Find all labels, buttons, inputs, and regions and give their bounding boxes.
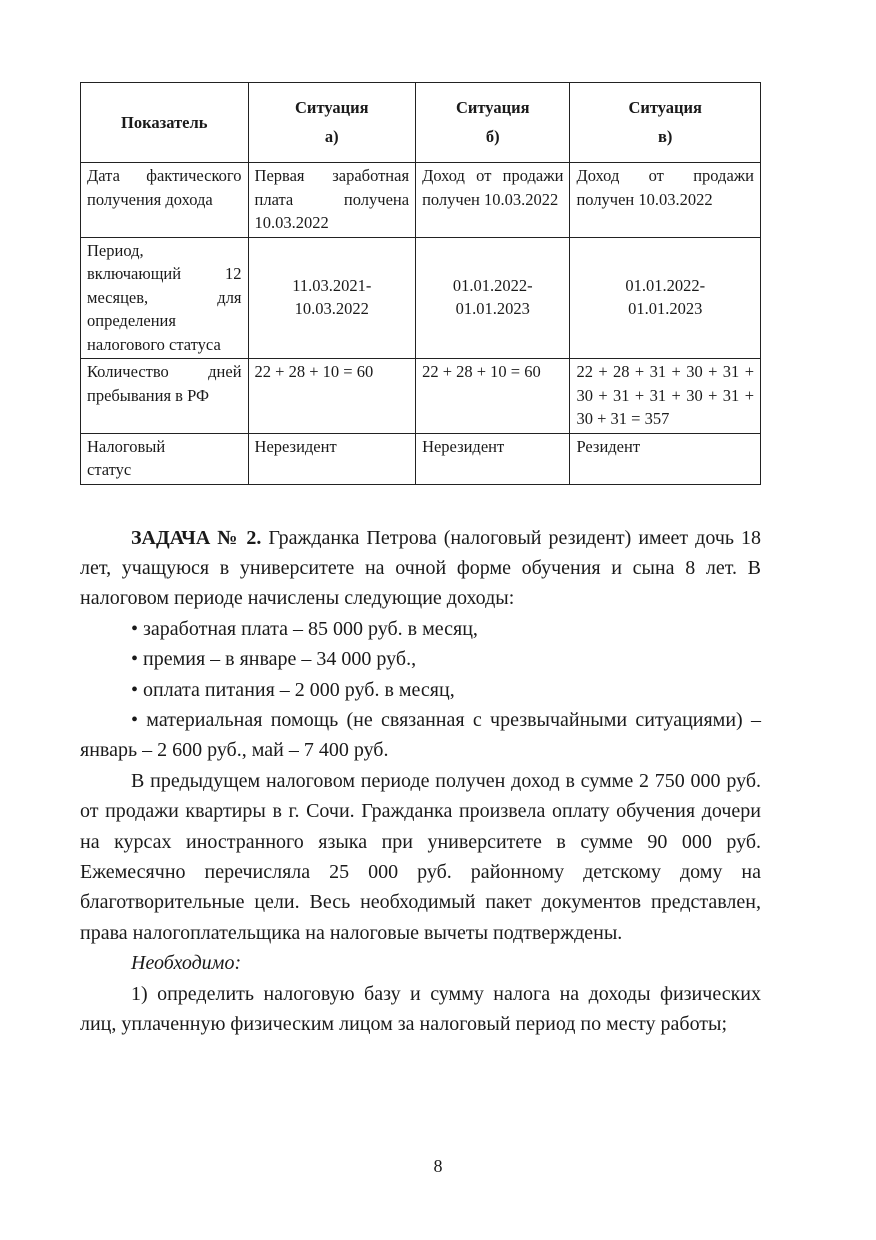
row-label: Дата фактического получения дохода [81, 163, 249, 238]
table-row [81, 163, 761, 238]
cell-situation-b: 01.01.2022- 01.01.2023 [416, 237, 570, 359]
row-label: Налоговый статус [81, 433, 249, 484]
cell-situation-c: Резидент [570, 433, 761, 484]
header-indicator: Показатель [81, 83, 249, 163]
cell-situation-b: 22 + 28 + 10 = 60 [416, 359, 570, 434]
cell-situation-a: Первая заработная плата получена 10.03.2022 [248, 163, 416, 238]
table-row [81, 237, 761, 359]
row-label: Количество дней пребывания в РФ [81, 359, 249, 434]
page-number: 8 [433, 1156, 443, 1176]
list-item: • заработная плата – 85 000 руб. в месяц, [131, 617, 478, 640]
header-situation-a: Ситуация а) [248, 83, 416, 163]
list-item: • оплата питания – 2 000 руб. в месяц, [131, 678, 455, 701]
page-content [80, 82, 761, 1039]
header-situation-b: Ситуация б) [416, 83, 570, 163]
cell-situation-c: 22 + 28 + 31 + 30 + 31 + 30 + 31 + 31 + 30 + 31 + 30 + 31 = 357 [570, 359, 761, 434]
cell-situation-a: Нерезидент [248, 433, 416, 484]
table-header-row [81, 83, 761, 163]
requirement-item: 1) определить налоговую базу и сумму налога на доходы физических лиц, уплаченную физическим лицом за налоговый период по месту работы; [80, 982, 761, 1035]
header-situation-c: Ситуация в) [570, 83, 761, 163]
row-label: Период, включающий 12 месяцев, для определения налогового статуса [81, 237, 249, 359]
task-intro: ЗАДАЧА № 2. Гражданка Петрова (налоговый резидент) имеет дочь 18 лет, учащуюся в университете на очной форме обучения и сына 8 лет. В налоговом периоде начислены следующие доходы: [80, 526, 762, 610]
list-item: • премия – в январе – 34 000 руб., [131, 648, 417, 671]
task-text [80, 523, 761, 1040]
cell-situation-c: 01.01.2022- 01.01.2023 [570, 237, 761, 359]
tax-status-table [80, 82, 761, 485]
cell-situation-c: Доход от продажи получен 10.03.2022 [570, 163, 761, 238]
cell-situation-b: Доход от продажи получен 10.03.2022 [416, 163, 570, 238]
task-paragraph: В предыдущем налоговом периоде получен доход в сумме 2 750 000 руб. от продажи квартиры в г. Сочи. Гражданка произвела оплату обучения дочери на курсах иностранного языка при университете в сумме 90 000 руб. Ежемесячно перечисляла 25 000 руб. районному детскому дому на благотворительные цели. Весь необходимый пакет документов представлен, права налогоплательщика на налоговые вычеты подтверждены. [80, 769, 761, 944]
cell-situation-a: 22 + 28 + 10 = 60 [248, 359, 416, 434]
cell-situation-b: Нерезидент [416, 433, 570, 484]
task-title: ЗАДАЧА № 2. [131, 526, 262, 549]
cell-situation-a: 11.03.2021- 10.03.2022 [248, 237, 416, 359]
required-label: Необходимо: [131, 952, 242, 975]
list-item: • материальная помощь (не связанная с чрезвычайными ситуациями) – январь – 2 600 руб., май – 7 400 руб. [80, 708, 761, 762]
table-row [81, 433, 761, 484]
table-row [81, 359, 761, 434]
